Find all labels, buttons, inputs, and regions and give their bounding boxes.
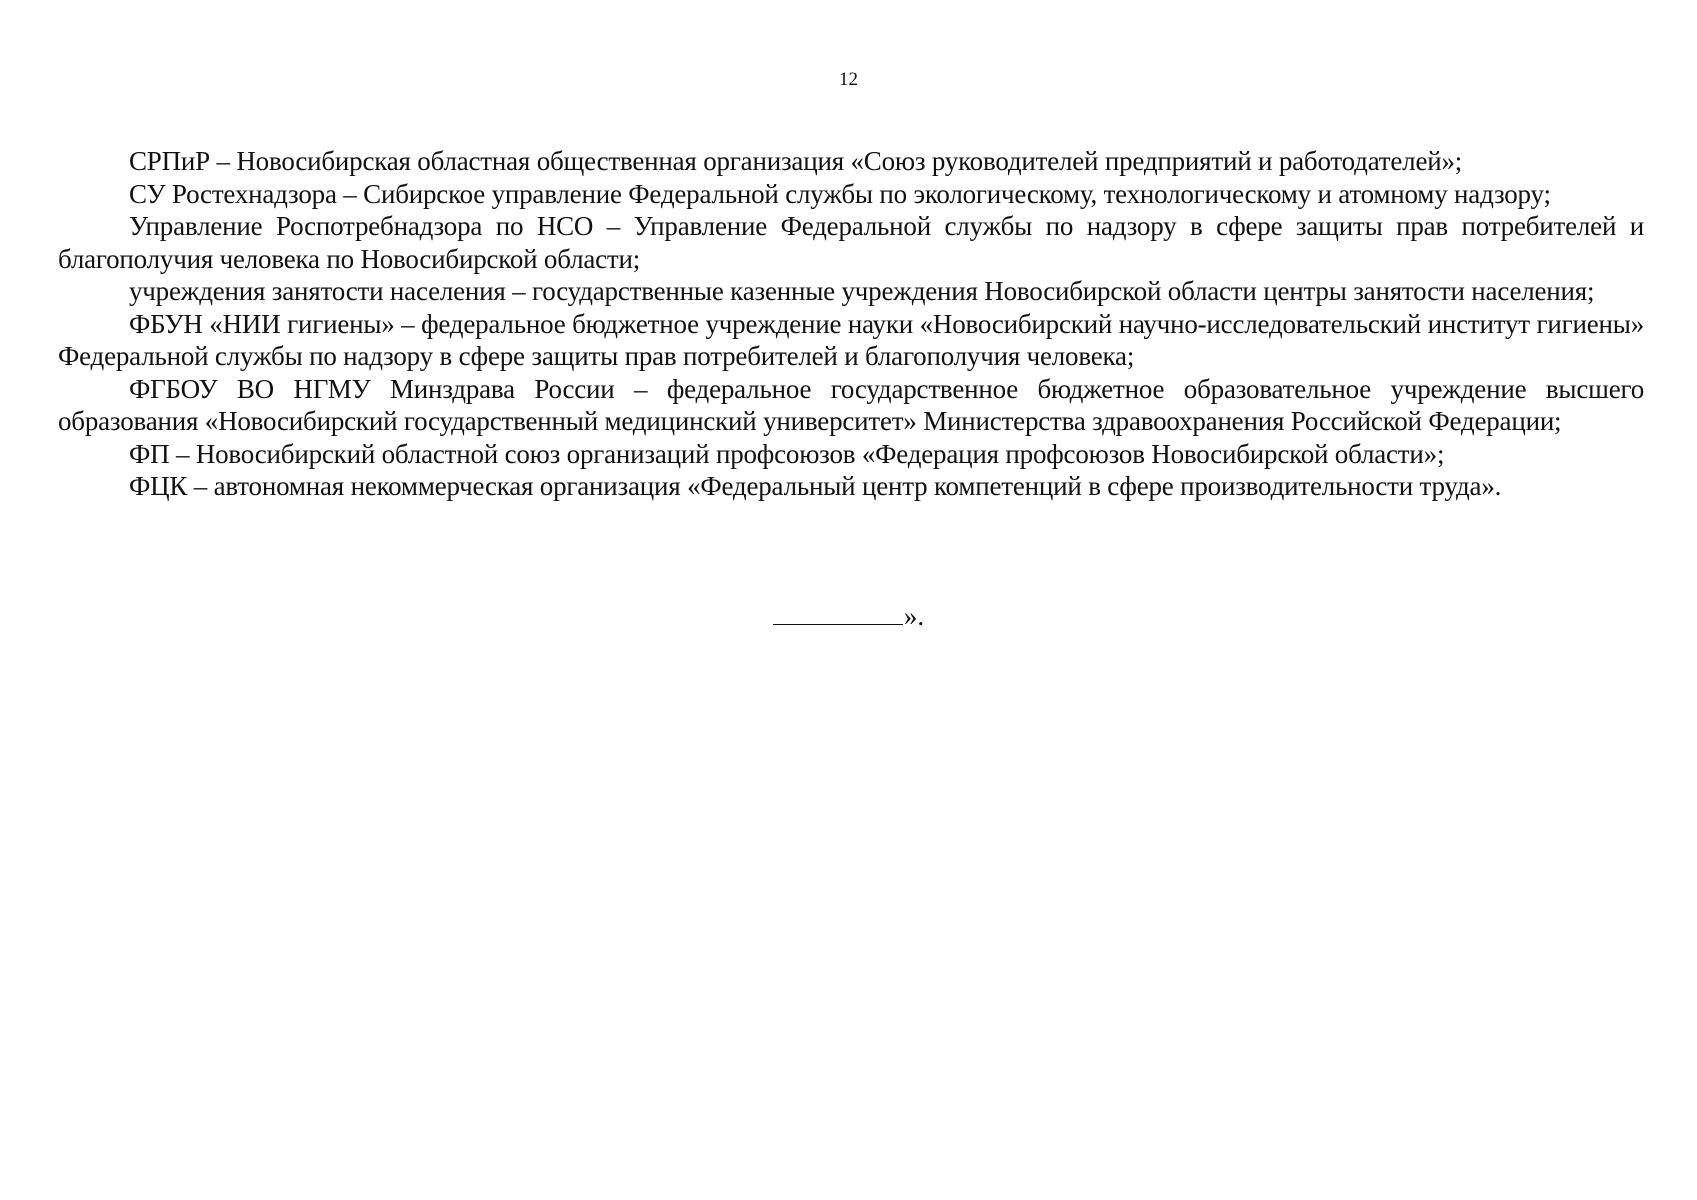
abbreviation-fbun-nii: ФБУН «НИИ гигиены» – федеральное бюджетное учреждение науки «Новосибирский научно-исследовательский институт гигиены» Федеральной службы по надзору в сфере защиты прав потребителей и благополучия человека; xyxy=(58,308,1644,371)
closing-line xyxy=(0,600,1697,632)
page-number: 12 xyxy=(839,69,858,90)
closing-underline xyxy=(773,600,903,625)
abbreviation-srpir: СРПиР – Новосибирская областная общественная организация «Союз руководителей предприятий и работодателей»; xyxy=(129,146,1463,176)
abbreviation-fck: ФЦК – автономная некоммерческая организация «Федеральный центр компетенций в сфере производительности труда». xyxy=(129,471,1502,501)
abbreviation-employment-centers: учреждения занятости населения – государственные казенные учреждения Новосибирской области центры занятости населения; xyxy=(129,276,1595,306)
abbreviation-fp: ФП – Новосибирский областной союз организаций профсоюзов «Федерация профсоюзов Новосибирской области»; xyxy=(129,438,1445,469)
abbreviation-su-rostekhnadzor: СУ Ростехнадзора – Сибирское управление Федеральной службы по экологическому, технологическому и атомному надзору; xyxy=(129,178,1551,209)
abbreviations-list xyxy=(58,145,1644,503)
closing-quote-mark: ». xyxy=(903,601,925,631)
abbreviation-rospotrebnadzor: Управление Роспотребнадзора по НСО – Управление Федеральной службы по надзору в сфере защиты прав потребителей и благополучия человека по Новосибирской области; xyxy=(58,211,1644,274)
abbreviation-fgbou-ngmu: ФГБОУ ВО НГМУ Минздрава России – федеральное государственное бюджетное образовательное учреждение высшего образования «Новосибирский государственный медицинский университет» Министерства здравоохранения Российской Федерации; xyxy=(58,373,1644,436)
